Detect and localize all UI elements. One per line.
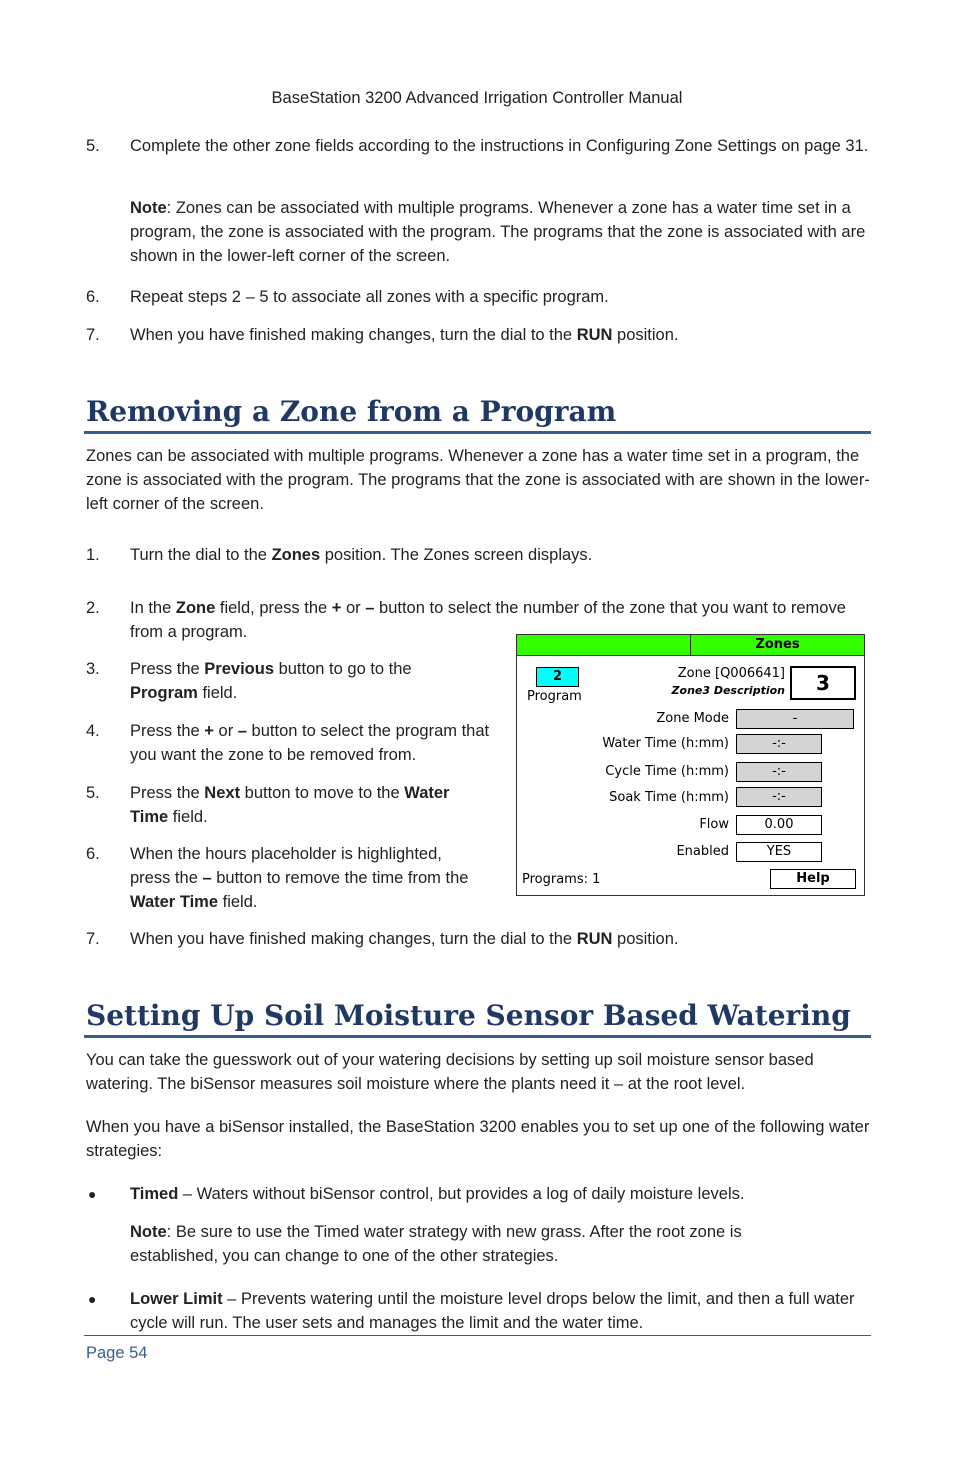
note <box>130 1220 830 1268</box>
step-number: 7. <box>86 326 100 344</box>
zone-label: Zone [Q006641] <box>677 666 785 681</box>
bold-run: Zones <box>271 546 321 564</box>
page-number: Page 54 <box>86 1344 148 1362</box>
help-button[interactable]: Help <box>770 869 856 889</box>
cycle-time-field[interactable]: -:- <box>736 762 822 782</box>
text-run: – Prevents watering until the moisture level drops below the limit, and then a full water cycle will run. The user sets and manages the limit and the water time. <box>130 1290 855 1332</box>
soak-time-field[interactable]: -:- <box>736 787 822 807</box>
paragraph: You can take the guesswork out of your watering decisions by setting up soil moisture sensor based watering. The biSensor measures soil moisture where the plants need it – at the root level. <box>86 1051 814 1093</box>
bold-run: Zone <box>175 599 216 617</box>
bold-run: + <box>331 599 342 617</box>
text-run: position. The Zones screen displays. <box>320 546 593 564</box>
screen-title: Zones <box>755 637 800 652</box>
text-run: When the hours placeholder is highlighted, press the <box>130 845 442 887</box>
programs-count: Programs: 1 <box>522 872 601 887</box>
text-run: – Waters without biSensor control, but provides a log of daily moisture levels. <box>178 1185 745 1203</box>
text-run: button to select the number of the zone that you want to remove from a program. <box>130 599 846 641</box>
section-heading: Setting Up Soil Moisture Sensor Based Watering <box>86 999 851 1032</box>
water-time-label: Water Time (h:mm) <box>602 736 729 751</box>
running-header: BaseStation 3200 Advanced Irrigation Controller Manual <box>271 89 683 107</box>
text-run: Press the <box>130 722 205 740</box>
section-heading: Removing a Zone from a Program <box>86 395 617 428</box>
footer-rule <box>84 1335 871 1336</box>
step-number: 6. <box>86 288 100 306</box>
zone-mode-field[interactable]: - <box>736 709 854 729</box>
step-text <box>130 543 870 567</box>
bold-run: Lower Limit <box>130 1290 223 1308</box>
bold-run: – <box>365 599 375 617</box>
paragraph: When you have a biSensor installed, the BaseStation 3200 enables you to set up one of the following water strategies: <box>86 1118 870 1160</box>
text-run: button to move to the <box>240 784 405 802</box>
text-run: position. <box>612 930 679 948</box>
text-run: button to select the program that you want the zone to be removed from. <box>130 722 490 764</box>
text-run: button to go to the <box>274 660 412 678</box>
step-number: 6. <box>86 845 100 863</box>
note-text: : Zones can be associated with multiple programs. Whenever a zone has a water time set in a program, the zone is associated with the program. The programs that the zone is associated with are shown in the lower-left corner of the screen. <box>130 199 866 265</box>
text-run: button to remove the time from the <box>211 869 469 887</box>
bullet-icon: ● <box>88 1186 97 1202</box>
bold-run: Timed <box>130 1185 179 1203</box>
bold-run: – <box>202 869 212 887</box>
text-run: When you have finished making changes, turn the dial to the <box>130 326 577 344</box>
text-run: Press the <box>130 660 205 678</box>
text-run: or <box>213 722 238 740</box>
step-text <box>130 719 495 767</box>
program-label: Program <box>527 689 582 704</box>
bold-run: Program <box>130 684 198 702</box>
enabled-label: Enabled <box>676 844 729 859</box>
text-run: Press the <box>130 784 205 802</box>
note-text: : Be sure to use the Timed water strategy with new grass. After the root zone is established, you can change to one of the other strategies. <box>130 1223 742 1265</box>
text-run: field, press the <box>215 599 332 617</box>
heading-rule <box>84 431 871 434</box>
text-run: field. <box>197 684 238 702</box>
text-run: field. <box>218 893 258 911</box>
step-text: Complete the other zone fields according to the instructions in Configuring Zone Settings on page 31. <box>130 137 869 155</box>
step-text <box>130 842 480 914</box>
step-number: 7. <box>86 930 100 948</box>
soak-time-label: Soak Time (h:mm) <box>609 790 729 805</box>
text-run: position. <box>612 326 679 344</box>
step-number: 3. <box>86 660 100 678</box>
step-text: Repeat steps 2 – 5 to associate all zones with a specific program. <box>130 288 609 306</box>
bold-run: RUN <box>576 326 613 344</box>
zone-mode-label: Zone Mode <box>656 711 729 726</box>
bullet-item <box>130 1287 875 1335</box>
bold-run: + <box>204 722 214 740</box>
bold-run: Water Time <box>130 893 219 911</box>
heading-rule <box>84 1035 871 1038</box>
program-value-box[interactable]: 2 <box>536 667 579 687</box>
zone-value-box[interactable]: 3 <box>790 666 856 700</box>
text-run: or <box>341 599 366 617</box>
text-run: field. <box>168 808 208 826</box>
text-run: In the <box>130 599 176 617</box>
step-text <box>130 927 870 951</box>
bold-run: Next <box>204 784 241 802</box>
note <box>130 196 875 268</box>
text-run: When you have finished making changes, turn the dial to the <box>130 930 577 948</box>
zones-screen-figure <box>516 634 865 896</box>
step-number: 1. <box>86 546 100 564</box>
step-text <box>130 657 460 705</box>
step-text <box>130 781 490 829</box>
water-time-field[interactable]: -:- <box>736 734 822 754</box>
step-number: 4. <box>86 722 100 740</box>
bullet-item <box>130 1182 870 1206</box>
bold-run: RUN <box>576 930 613 948</box>
note-label: Note <box>130 1223 167 1241</box>
text-run: Turn the dial to the <box>130 546 272 564</box>
cycle-time-label: Cycle Time (h:mm) <box>605 764 729 779</box>
bullet-icon: ● <box>88 1291 97 1307</box>
bold-run: Water Time <box>130 784 450 826</box>
enabled-field[interactable]: YES <box>736 842 822 862</box>
flow-field[interactable]: 0.00 <box>736 815 822 835</box>
bold-run: – <box>237 722 247 740</box>
bold-run: Previous <box>204 660 274 678</box>
step-number: 2. <box>86 599 100 617</box>
step-number: 5. <box>86 137 100 155</box>
zone-description: Zone3 Description <box>671 684 785 697</box>
step-number: 5. <box>86 784 100 802</box>
section-intro: Zones can be associated with multiple programs. Whenever a zone has a water time set in a program, the zone is associated with the program. The programs that the zone is associated with are shown in the lower-left corner of the screen. <box>86 447 870 513</box>
step-text <box>130 323 870 347</box>
flow-label: Flow <box>699 817 729 832</box>
note-label: Note <box>130 199 167 217</box>
